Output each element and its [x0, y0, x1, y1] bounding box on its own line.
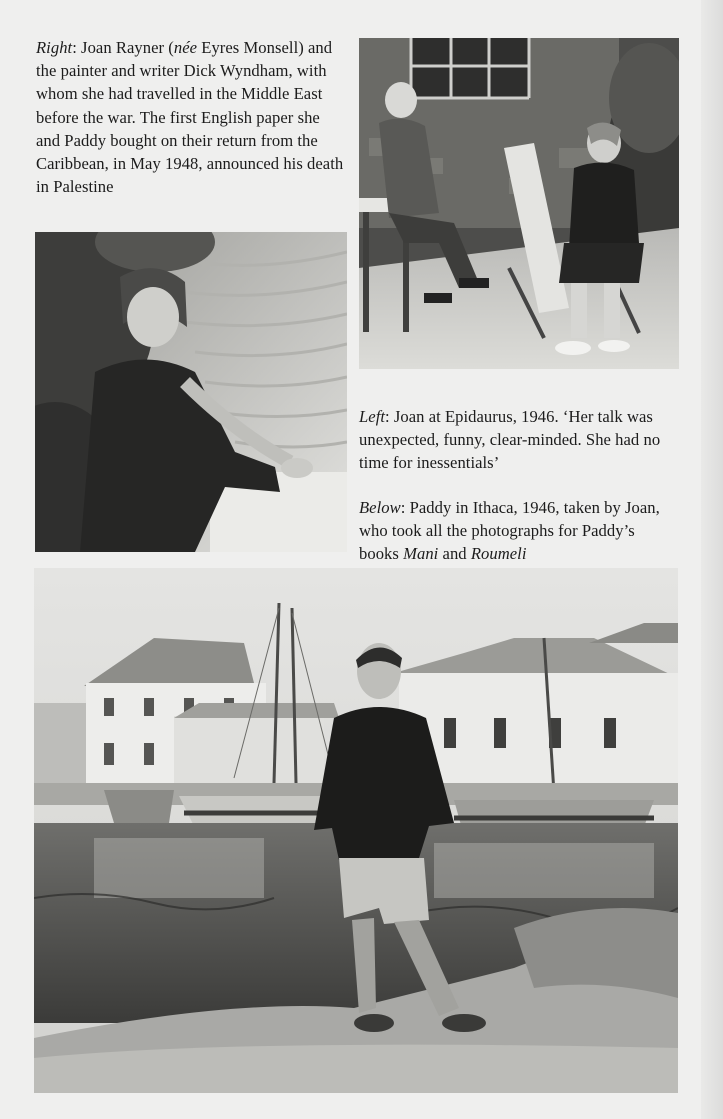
- caption-emphasis: née: [173, 38, 198, 57]
- caption-text: : Joan Rayner (: [72, 38, 174, 57]
- caption-below: [359, 496, 677, 566]
- caption-text: : Joan at Epidaurus, 1946. ‘Her talk was unexpected, funny, clear-minded. She had no time for inessentials’: [359, 407, 661, 473]
- photo-cottage: [359, 38, 679, 369]
- book-title: Roumeli: [470, 544, 527, 564]
- caption-lead: Left: [359, 407, 386, 426]
- photo-epidaurus: [35, 232, 347, 552]
- caption-left: [359, 405, 677, 475]
- caption-text: Eyres Monsell) and the painter and writer Dick Wyndham, with whom she had travelled in the Middle East before the war. The first English paper she and Paddy bought on their return from the Caribbean, in May 1948, announced his death in Palestine: [36, 38, 344, 197]
- caption-right: [36, 36, 346, 198]
- caption-lead: Below: [359, 498, 401, 517]
- page-edge: [701, 0, 723, 1119]
- caption-lead: Right: [36, 38, 73, 57]
- book-title: Mani: [403, 544, 439, 564]
- caption-text: and: [438, 544, 471, 564]
- photo-ithaca: [34, 568, 678, 1093]
- caption-text: : Paddy in Ithaca, 1946, taken by Joan, who took all the photographs for Paddy’s books: [359, 498, 660, 564]
